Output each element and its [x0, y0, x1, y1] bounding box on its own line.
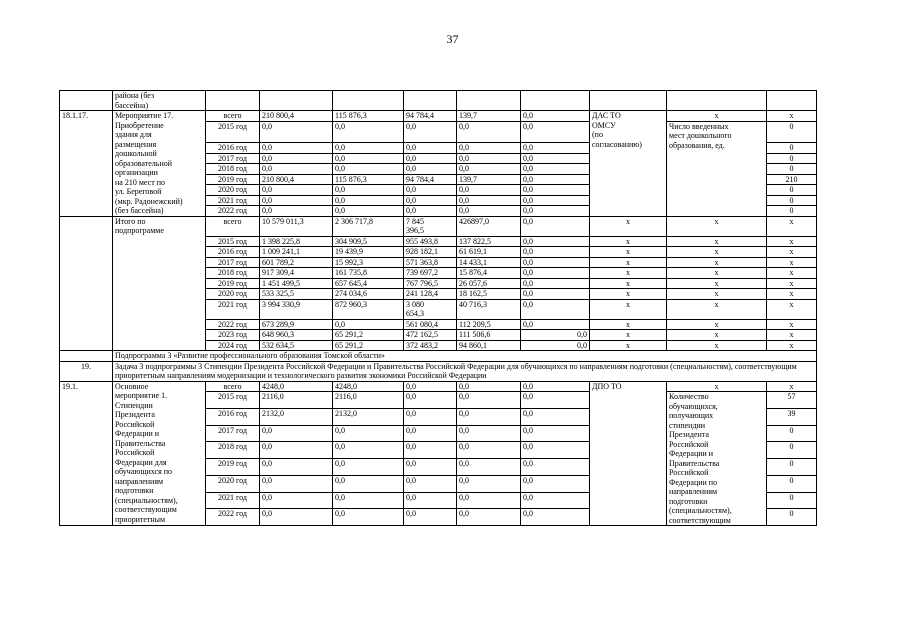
- value-cell: 0,0: [521, 257, 590, 268]
- value-cell: 0,0: [521, 299, 590, 319]
- x-cell: x: [767, 299, 817, 319]
- value-cell: 0,0: [457, 153, 521, 164]
- period-cell: 2015 год: [206, 121, 260, 143]
- value-cell: 426897,0: [457, 216, 521, 236]
- value-cell: 648 960,3: [260, 330, 333, 341]
- x-cell: x: [590, 319, 667, 330]
- value-cell: 0,0: [457, 392, 521, 409]
- value-cell: 15 992,3: [333, 257, 404, 268]
- x-cell: x: [667, 299, 767, 319]
- period-cell: 2016 год: [206, 408, 260, 425]
- value-cell: 19 439,9: [333, 247, 404, 258]
- x-cell: x: [767, 236, 817, 247]
- value-cell: 0,0: [260, 164, 333, 175]
- indicator-value: 57: [767, 392, 817, 409]
- value-cell: 241 128,4: [404, 289, 457, 300]
- value-cell: 274 034,6: [333, 289, 404, 300]
- value-cell: 0,0: [333, 442, 404, 459]
- value-cell: 0,0: [521, 153, 590, 164]
- period-cell: 2021 год: [206, 299, 260, 319]
- value-cell: 0,0: [521, 174, 590, 185]
- x-cell: x: [590, 330, 667, 341]
- top-fragment-row: [60, 91, 817, 111]
- value-cell: 0,0: [521, 278, 590, 289]
- value-cell: 0,0: [333, 492, 404, 509]
- value-cell: 137 822,5: [457, 236, 521, 247]
- period-cell: 2021 год: [206, 195, 260, 206]
- value-cell: 0,0: [457, 185, 521, 196]
- value-cell: 0,0: [521, 206, 590, 217]
- value-cell: 0,0: [404, 509, 457, 526]
- value-cell: 0,0: [333, 459, 404, 476]
- x-cell: x: [590, 289, 667, 300]
- value-cell: 0,0: [333, 206, 404, 217]
- value-cell: 0,0: [404, 153, 457, 164]
- value-cell: 0,0: [404, 475, 457, 492]
- x-cell: x: [667, 381, 767, 392]
- value-cell: 0,0: [260, 509, 333, 526]
- period-cell: 2023 год: [206, 330, 260, 341]
- value-cell: 0,0: [521, 164, 590, 175]
- x-cell: x: [767, 268, 817, 279]
- value-cell: 0,0: [457, 381, 521, 392]
- value-cell: 0,0: [457, 509, 521, 526]
- value-cell: 0,0: [404, 459, 457, 476]
- value-cell: 0,0: [333, 195, 404, 206]
- indicator-value: 0: [767, 185, 817, 196]
- value-cell: 65 291,2: [333, 340, 404, 351]
- x-cell: x: [667, 257, 767, 268]
- period-cell: 2020 год: [206, 475, 260, 492]
- value-cell: 673 289,9: [260, 319, 333, 330]
- value-cell: 372 483,2: [404, 340, 457, 351]
- value-cell: 1 398 225,8: [260, 236, 333, 247]
- value-cell: 0,0: [260, 425, 333, 442]
- value-cell: 94 784,4: [404, 174, 457, 185]
- value-cell: 0,0: [260, 206, 333, 217]
- value-cell: 15 876,4: [457, 268, 521, 279]
- x-cell: x: [590, 299, 667, 319]
- value-cell: 3 994 330,9: [260, 299, 333, 319]
- value-cell: 0,0: [521, 475, 590, 492]
- indicator-value: x: [767, 381, 817, 392]
- x-cell: x: [767, 340, 817, 351]
- value-cell: 0,0: [404, 195, 457, 206]
- value-cell: 0,0: [521, 143, 590, 154]
- value-cell: 0,0: [521, 509, 590, 526]
- indicator-cell: Количество обучающихся, получающих стипендии Президента Российской Федерации и Правительства Российской Федерации по направлениям подготовки (специальностям), соответствующим: [667, 392, 767, 526]
- value-cell: 0,0: [404, 206, 457, 217]
- value-cell: 14 433,1: [457, 257, 521, 268]
- value-cell: 872 960,3: [333, 299, 404, 319]
- value-cell: 2 306 717,8: [333, 216, 404, 236]
- value-cell: 0,0: [521, 216, 590, 236]
- value-cell: 2116,0: [260, 392, 333, 409]
- value-cell: 0,0: [457, 121, 521, 143]
- value-cell: 111 506,6: [457, 330, 521, 341]
- value-cell: 0,0: [521, 492, 590, 509]
- x-cell: x: [590, 247, 667, 258]
- value-cell: 0,0: [521, 289, 590, 300]
- value-cell: 7 845 396,5: [404, 216, 457, 236]
- value-cell: 0,0: [333, 475, 404, 492]
- value-cell: 2132,0: [333, 408, 404, 425]
- section-row: [60, 361, 817, 381]
- program-table: [59, 90, 817, 526]
- value-cell: 0,0: [260, 442, 333, 459]
- period-cell: 2017 год: [206, 257, 260, 268]
- value-cell: 139,7: [457, 174, 521, 185]
- top-fragment-text: района (без бассейна): [113, 91, 206, 111]
- value-cell: 40 716,3: [457, 299, 521, 319]
- value-cell: 210 800,4: [260, 111, 333, 122]
- value-cell: 2132,0: [260, 408, 333, 425]
- value-cell: 94 784,4: [404, 111, 457, 122]
- table-row: [60, 381, 817, 392]
- period-cell: 2024 год: [206, 340, 260, 351]
- value-cell: 0,0: [333, 153, 404, 164]
- value-cell: 0,0: [404, 392, 457, 409]
- indicator-value: 0: [767, 475, 817, 492]
- value-cell: 18 162,5: [457, 289, 521, 300]
- x-cell: x: [667, 236, 767, 247]
- value-cell: 65 291,2: [333, 330, 404, 341]
- value-cell: 26 057,6: [457, 278, 521, 289]
- value-cell: 0,0: [521, 185, 590, 196]
- value-cell: 532 634,5: [260, 340, 333, 351]
- value-cell: 0,0: [260, 143, 333, 154]
- period-cell: 2020 год: [206, 289, 260, 300]
- indicator-value: 0: [767, 442, 817, 459]
- period-cell: 2022 год: [206, 206, 260, 217]
- period-cell: всего: [206, 381, 260, 392]
- value-cell: 0,0: [404, 143, 457, 154]
- x-cell: x: [767, 289, 817, 300]
- period-cell: 2018 год: [206, 442, 260, 459]
- period-cell: 2019 год: [206, 278, 260, 289]
- value-cell: 0,0: [457, 425, 521, 442]
- x-cell: x: [667, 330, 767, 341]
- value-cell: 767 796,5: [404, 278, 457, 289]
- value-cell: 0,0: [521, 319, 590, 330]
- value-cell: 0,0: [521, 195, 590, 206]
- period-cell: 2022 год: [206, 509, 260, 526]
- value-cell: 0,0: [404, 408, 457, 425]
- period-cell: всего: [206, 111, 260, 122]
- indicator-value: 0: [767, 153, 817, 164]
- table-row: [60, 111, 817, 122]
- x-cell: x: [667, 289, 767, 300]
- x-cell: x: [590, 268, 667, 279]
- value-cell: 115 876,3: [333, 174, 404, 185]
- value-cell: 0,0: [457, 475, 521, 492]
- value-cell: 0,0: [260, 475, 333, 492]
- task-number: 19.: [60, 361, 113, 381]
- period-cell: 2016 год: [206, 247, 260, 258]
- period-cell: 2020 год: [206, 185, 260, 196]
- value-cell: 917 309,4: [260, 268, 333, 279]
- value-cell: 0,0: [404, 121, 457, 143]
- value-cell: 1 009 241,1: [260, 247, 333, 258]
- value-cell: 0,0: [521, 121, 590, 143]
- x-cell: x: [767, 247, 817, 258]
- value-cell: 0,0: [521, 340, 590, 351]
- x-cell: x: [590, 257, 667, 268]
- item-number: 19.1.: [60, 381, 113, 526]
- x-cell: x: [767, 278, 817, 289]
- value-cell: 2116,0: [333, 392, 404, 409]
- value-cell: 0,0: [260, 195, 333, 206]
- value-cell: 3 080 654,3: [404, 299, 457, 319]
- x-cell: x: [767, 216, 817, 236]
- empty-cell: [60, 216, 113, 351]
- value-cell: 0,0: [404, 185, 457, 196]
- x-cell: x: [667, 340, 767, 351]
- value-cell: 0,0: [333, 121, 404, 143]
- table-row: [60, 216, 817, 236]
- empty-cell: [60, 351, 113, 362]
- value-cell: 0,0: [521, 330, 590, 341]
- x-cell: x: [667, 278, 767, 289]
- indicator-value: 0: [767, 143, 817, 154]
- value-cell: 0,0: [457, 206, 521, 217]
- x-cell: x: [767, 330, 817, 341]
- value-cell: 0,0: [457, 492, 521, 509]
- value-cell: 0,0: [521, 236, 590, 247]
- value-cell: 955 493,8: [404, 236, 457, 247]
- period-cell: 2017 год: [206, 425, 260, 442]
- period-cell: 2017 год: [206, 153, 260, 164]
- value-cell: 0,0: [457, 408, 521, 425]
- item-number: 18.1.17.: [60, 111, 113, 217]
- item-name: Основное мероприятие 1. Стипендии Президента Российской Федерации и Правительства Российской Федерации для обучающихся по направлениям подготовки (специальностям), соответствующим приоритетным: [113, 381, 206, 526]
- value-cell: 0,0: [521, 111, 590, 122]
- x-cell: x: [767, 257, 817, 268]
- value-cell: 0,0: [404, 492, 457, 509]
- value-cell: 0,0: [457, 195, 521, 206]
- value-cell: 0,0: [260, 185, 333, 196]
- indicator-value: 0: [767, 492, 817, 509]
- value-cell: 0,0: [404, 381, 457, 392]
- value-cell: 115 876,3: [333, 111, 404, 122]
- page-number: 37: [446, 32, 459, 46]
- indicator-value: 210: [767, 174, 817, 185]
- value-cell: 0,0: [404, 425, 457, 442]
- value-cell: 0,0: [457, 143, 521, 154]
- x-cell: x: [590, 340, 667, 351]
- value-cell: 0,0: [457, 442, 521, 459]
- x-cell: x: [667, 111, 767, 122]
- value-cell: 0,0: [521, 442, 590, 459]
- value-cell: 4248,0: [333, 381, 404, 392]
- value-cell: 94 860,1: [457, 340, 521, 351]
- value-cell: 112 209,5: [457, 319, 521, 330]
- period-cell: 2019 год: [206, 174, 260, 185]
- indicator-value: 0: [767, 164, 817, 175]
- value-cell: 0,0: [333, 164, 404, 175]
- value-cell: 0,0: [521, 425, 590, 442]
- value-cell: 10 579 011,3: [260, 216, 333, 236]
- value-cell: 472 162,5: [404, 330, 457, 341]
- x-cell: x: [667, 216, 767, 236]
- value-cell: 0,0: [260, 153, 333, 164]
- value-cell: 0,0: [521, 381, 590, 392]
- value-cell: 0,0: [333, 425, 404, 442]
- value-cell: 0,0: [404, 164, 457, 175]
- value-cell: 0,0: [521, 408, 590, 425]
- value-cell: 0,0: [333, 509, 404, 526]
- indicator-value: 0: [767, 121, 817, 143]
- indicator-value: 39: [767, 408, 817, 425]
- indicator-value: 0: [767, 459, 817, 476]
- indicator-value: 0: [767, 195, 817, 206]
- total-label: Итого по подпрограмме: [113, 216, 206, 351]
- value-cell: 601 789,2: [260, 257, 333, 268]
- indicator-value: 0: [767, 425, 817, 442]
- value-cell: 0,0: [333, 143, 404, 154]
- value-cell: 0,0: [457, 164, 521, 175]
- value-cell: 0,0: [260, 121, 333, 143]
- value-cell: 0,0: [521, 247, 590, 258]
- period-cell: всего: [206, 216, 260, 236]
- subprogram-title: Подпрограмма 3 «Развитие профессионального образования Томской области»: [113, 351, 817, 362]
- value-cell: 61 619,1: [457, 247, 521, 258]
- x-cell: x: [590, 278, 667, 289]
- value-cell: 533 325,5: [260, 289, 333, 300]
- value-cell: 0,0: [260, 459, 333, 476]
- value-cell: 139,7: [457, 111, 521, 122]
- period-cell: 2016 год: [206, 143, 260, 154]
- period-cell: 2019 год: [206, 459, 260, 476]
- period-cell: 2022 год: [206, 319, 260, 330]
- value-cell: 0,0: [457, 459, 521, 476]
- period-cell: 2015 год: [206, 392, 260, 409]
- x-cell: x: [590, 216, 667, 236]
- executor-cell: ДПО ТО: [590, 381, 667, 526]
- value-cell: 739 697,2: [404, 268, 457, 279]
- x-cell: x: [667, 268, 767, 279]
- value-cell: 304 909,5: [333, 236, 404, 247]
- value-cell: 561 080,4: [404, 319, 457, 330]
- x-cell: x: [667, 247, 767, 258]
- item-name: Мероприятие 17. Приобретение здания для размещения дошкольной образовательной организации на 210 мест по ул. Береговой (мкр. Радонежский) (без бассейна): [113, 111, 206, 217]
- x-cell: x: [767, 319, 817, 330]
- period-cell: 2018 год: [206, 268, 260, 279]
- value-cell: 4248,0: [260, 381, 333, 392]
- value-cell: 0,0: [404, 442, 457, 459]
- value-cell: 0,0: [521, 268, 590, 279]
- value-cell: 0,0: [333, 185, 404, 196]
- indicator-value: 0: [767, 509, 817, 526]
- x-cell: x: [590, 236, 667, 247]
- value-cell: 0,0: [521, 459, 590, 476]
- value-cell: 571 363,8: [404, 257, 457, 268]
- indicator-cell: Число введенных мест дошкольного образования, ед.: [667, 121, 767, 216]
- task-text: Задача 3 подпрограммы 3 Стипендии Президента Российской Федерации и Правительства Российской Федерации для обучающихся по направлениям подготовки (специальностям), соответствующим приоритетным направлениям модернизации и технологического развития экономики Российской Федерации: [113, 361, 817, 381]
- period-cell: 2018 год: [206, 164, 260, 175]
- value-cell: 1 451 499,5: [260, 278, 333, 289]
- section-row: [60, 351, 817, 362]
- indicator-value: 0: [767, 206, 817, 217]
- indicator-value: x: [767, 111, 817, 122]
- executor-cell: ДАС ТО ОМСУ (по согласованию): [590, 111, 667, 217]
- value-cell: 657 645,4: [333, 278, 404, 289]
- value-cell: 161 735,8: [333, 268, 404, 279]
- value-cell: 0,0: [521, 392, 590, 409]
- value-cell: 0,0: [260, 492, 333, 509]
- value-cell: 928 182,1: [404, 247, 457, 258]
- x-cell: x: [667, 319, 767, 330]
- period-cell: 2021 год: [206, 492, 260, 509]
- period-cell: 2015 год: [206, 236, 260, 247]
- value-cell: 0,0: [333, 319, 404, 330]
- value-cell: 210 800,4: [260, 174, 333, 185]
